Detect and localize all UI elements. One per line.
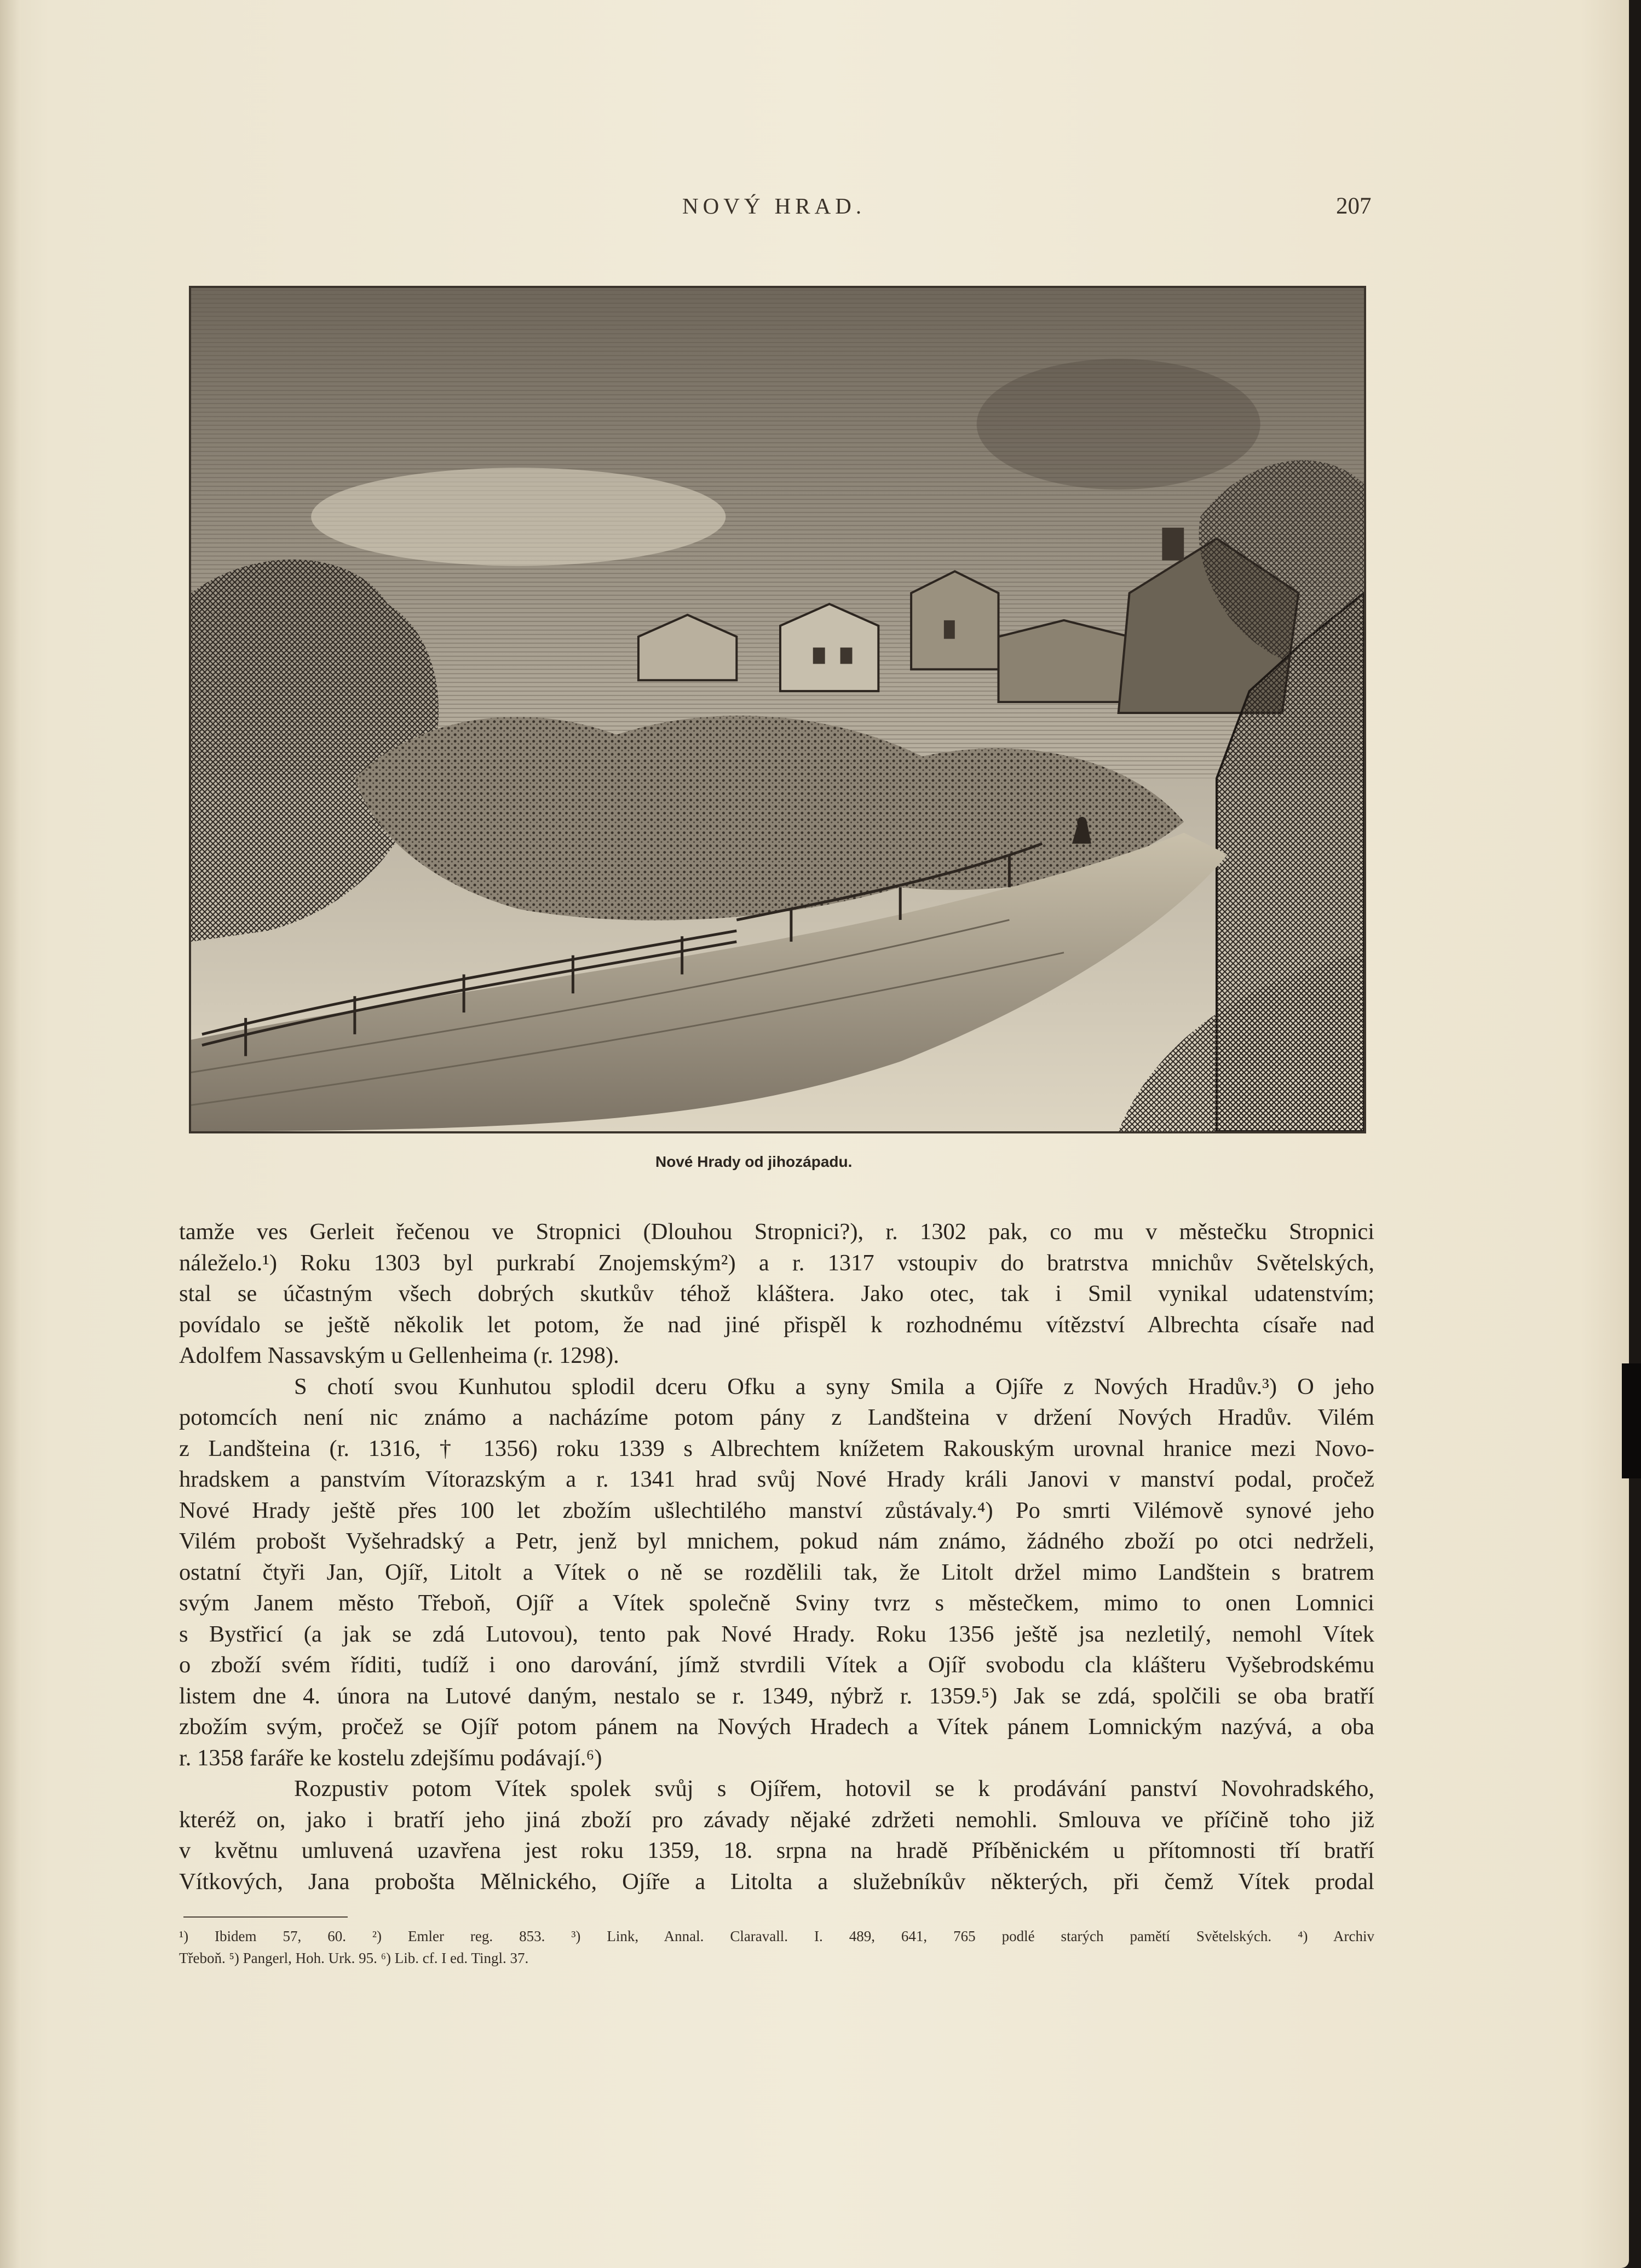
text-line: zbožím svým, pročež se Ojíř potom pánem na Nových Hradech a Vítek pánem Lomnickým nazývá, a oba: [179, 1714, 1374, 1740]
text-line: kteréž on, jako i bratří jeho jiná zboží pro závady nějaké zdržeti nemohli. Smlouva ve příčině toho již: [179, 1806, 1374, 1833]
paragraph-2: [179, 1372, 1374, 1774]
paragraph-1: [179, 1217, 1374, 1372]
text-line: Rozpustiv potom Vítek spolek svůj s Ojířem, hotovil se k prodávání panství Novohradského,: [294, 1776, 1374, 1801]
text-line: Vítkových, Jana probošta Mělnického, Ojíře a Litolta a služebníkův některých, při čemž Vítek prodal: [179, 1868, 1374, 1895]
paragraph-3: [179, 1774, 1374, 1897]
text-line: v květnu umluvená uzavřena jest roku 1359, 18. srpna na hradě Příběnickém u přítomnosti tří bratří: [179, 1838, 1374, 1863]
text-line: Vilém probošt Vyšehradský a Petr, jenž byl mnichem, pokud nám známo, žádného zboží po otci nedrželi,: [179, 1528, 1374, 1554]
text-line: s Bystřicí (a jak se zdá Lutovou), tento pak Nové Hrady. Roku 1356 ještě jsa nezletilý, nemohl Vítek: [179, 1621, 1374, 1647]
text-line: náleželo.¹) Roku 1303 byl purkrabí Znojemským²) a r. 1317 vstoupiv do bratrstva mnichův Světelských,: [179, 1250, 1374, 1276]
footnote-line: Třeboň. ⁵) Pangerl, Hoh. Urk. 95. ⁶) Lib. cf. I ed. Tingl. 37.: [179, 1950, 529, 1966]
text-line: listem dne 4. února na Lutové daným, nestalo se r. 1349, nýbrž r. 1359.⁵) Jak se zdá, spolčili se oba bratří: [179, 1683, 1374, 1709]
text-line: ostatní čtyři Jan, Ojíř, Litolt a Vítek o ně se rozdělili tak, že Litolt držel mimo Landštein s bratrem: [179, 1559, 1374, 1585]
text-line: S chotí svou Kunhutou splodil dceru Ofku a syny Smila a Ojíře z Nových Hradův.³) O jeho: [294, 1373, 1374, 1400]
text-line: tamže ves Gerleit řečenou ve Stropnici (Dlouhou Stropnici?), r. 1302 pak, co mu v městečku Stropnici: [179, 1219, 1374, 1245]
body-text: [179, 1217, 1374, 1897]
text-line: hradskem a panstvím Vítorazským a r. 1341 hrad svůj Nové Hrady králi Janovi v manství podal, pročež: [179, 1466, 1374, 1492]
engraving-illustration: [189, 286, 1366, 1133]
text-line: stal se účastným všech dobrých skutkův téhož kláštera. Jako otec, tak i Smil vynikal udatenstvím;: [179, 1281, 1374, 1306]
text-line: Adolfem Nassavským u Gellenheima (r. 1298).: [179, 1343, 619, 1368]
text-line: Nové Hrady ještě přes 100 let zbožím ušlechtilého manství zůstávaly.⁴) Po smrti Vilémově synové jeho: [179, 1497, 1374, 1523]
text-line: o zboží svém říditi, tudíž i ono darování, jímž stvrdili Vítek a Ojíř svobodu cla klášteru Vyšebrodskému: [179, 1652, 1374, 1678]
text-line: z Landšteina (r. 1316, † 1356) roku 1339 s Albrechtem knížetem Rakouským urovnal hranice mezi Novo-: [179, 1435, 1374, 1461]
page-number: 207: [1336, 193, 1372, 219]
page-edge-tab: [1622, 1363, 1641, 1478]
running-head: NOVÝ HRAD.: [682, 193, 866, 218]
text-line: potomcích není nic známo a nacházíme potom pány z Landšteina v držení Nových Hradův. Vilém: [179, 1404, 1374, 1430]
footnote-rule: [183, 1916, 348, 1918]
footnotes: [179, 1925, 1374, 1969]
text-line: povídalo se ještě několik let potom, že nad jiné přispěl k rozhodnému vítězství Albrechta císaře nad: [179, 1311, 1374, 1338]
page-gutter-shadow: [0, 0, 21, 2268]
footnote-line: ¹) Ibidem 57, 60. ²) Emler reg. 853. ³) Link, Annal. Claravall. I. 489, 641, 765 podlé starých pamětí Světelských. ⁴) Archiv: [179, 1928, 1374, 1944]
text-line: svým Janem město Třeboň, Ojíř a Vítek společně Sviny tvrz s městečkem, mimo to onen Lomnici: [179, 1590, 1374, 1616]
text-line: r. 1358 faráře ke kostelu zdejšímu podávají.⁶): [179, 1745, 602, 1771]
figure-caption: Nové Hrady od jihozápadu.: [655, 1153, 853, 1170]
